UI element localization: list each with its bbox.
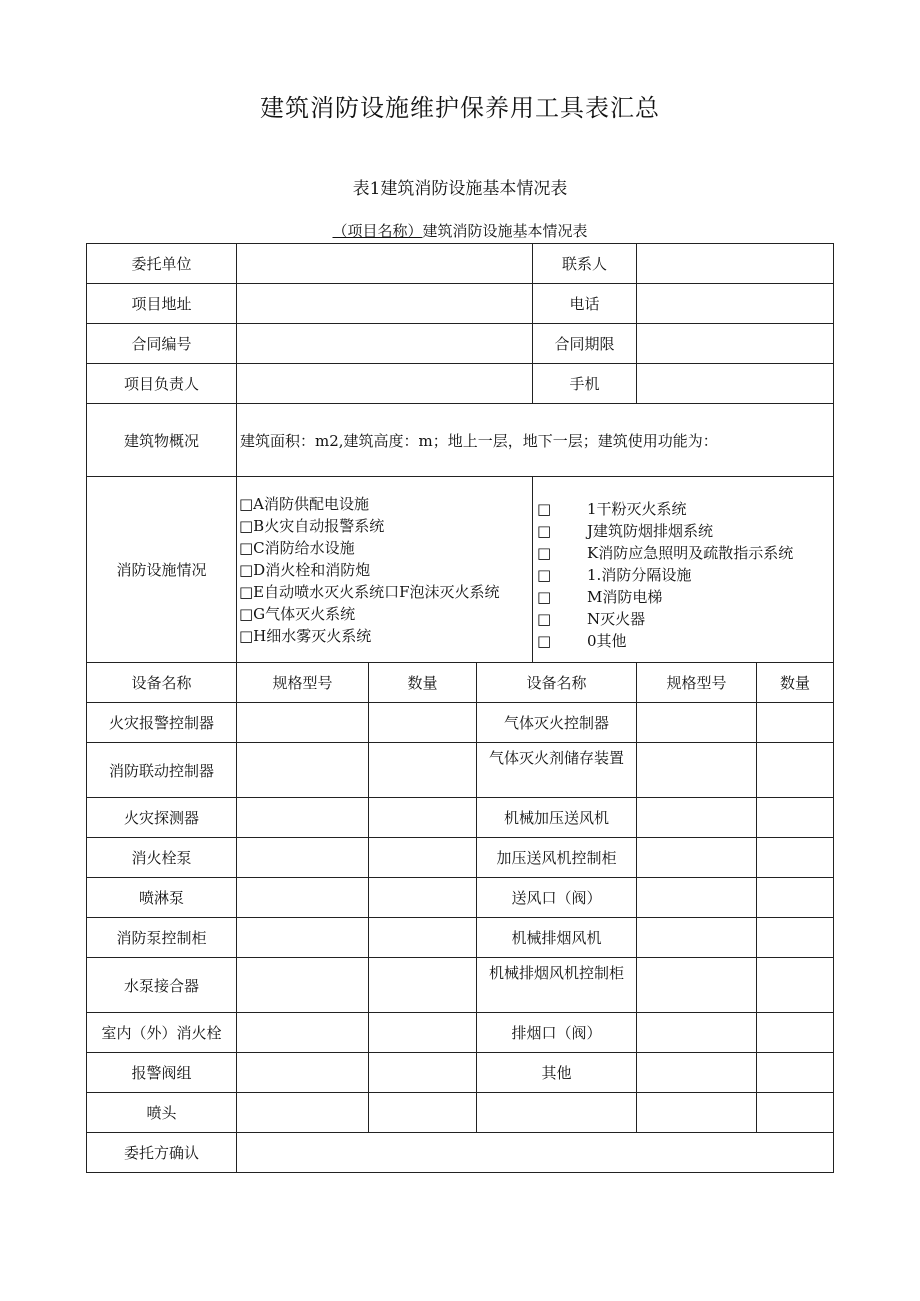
spec-cell[interactable] xyxy=(237,798,369,838)
facility-option-c[interactable]: □C消防给水设施 xyxy=(239,538,355,557)
quantity-cell[interactable] xyxy=(369,838,477,878)
client-value[interactable] xyxy=(237,244,533,284)
phone-value[interactable] xyxy=(637,284,834,324)
equipment-row xyxy=(87,1013,834,1053)
phone-label: 电话 xyxy=(533,284,637,324)
facility-option-label: N灭火器 xyxy=(587,610,646,628)
equipment-row xyxy=(87,918,834,958)
equipment-name: 火灾探测器 xyxy=(87,798,237,838)
facility-option-a[interactable]: □A消防供配电设施 xyxy=(239,494,370,513)
manager-value[interactable] xyxy=(237,364,533,404)
contact-label: 联系人 xyxy=(533,244,637,284)
facility-option-b[interactable]: □B火灾自动报警系统 xyxy=(239,516,385,535)
facility-option-i[interactable] xyxy=(537,498,831,520)
quantity-cell[interactable] xyxy=(369,918,477,958)
checkbox[interactable]: □ xyxy=(537,610,552,628)
checkbox[interactable]: □ xyxy=(537,566,552,584)
contract-term-label: 合同期限 xyxy=(533,324,637,364)
quantity-cell-2[interactable] xyxy=(757,878,834,918)
quantity-cell[interactable] xyxy=(369,1093,477,1133)
equipment-header-row xyxy=(87,663,834,703)
spec-cell[interactable] xyxy=(237,1053,369,1093)
equipment-row xyxy=(87,1053,834,1093)
caption-project-name: （项目名称） xyxy=(332,222,423,240)
facilities-left-cell xyxy=(237,477,533,663)
equipment-name-2[interactable] xyxy=(477,1093,637,1133)
facility-option-e-f[interactable]: □E自动喷水灭火系统口F泡沫灭火系统 xyxy=(239,582,500,601)
spec-cell-2[interactable] xyxy=(637,1013,757,1053)
facility-option-label: M消防电梯 xyxy=(587,588,663,606)
client-label: 委托单位 xyxy=(87,244,237,284)
header-spec-model: 规格型号 xyxy=(237,663,369,703)
row-contract xyxy=(87,324,834,364)
equipment-name-2: 送风口（阀） xyxy=(477,878,637,918)
spec-cell[interactable] xyxy=(237,703,369,743)
document-title: 建筑消防设施维护保养用工具表汇总 xyxy=(260,94,660,122)
quantity-cell[interactable] xyxy=(369,743,477,798)
quantity-cell[interactable] xyxy=(369,1013,477,1053)
equipment-row xyxy=(87,743,834,798)
checkbox[interactable]: □ xyxy=(537,522,552,540)
equipment-name: 火灾报警控制器 xyxy=(87,703,237,743)
spec-cell-2[interactable] xyxy=(637,743,757,798)
equipment-name: 消防泵控制柜 xyxy=(87,918,237,958)
mobile-label: 手机 xyxy=(533,364,637,404)
equipment-name-2: 机械加压送风机 xyxy=(477,798,637,838)
equipment-name: 消火栓泵 xyxy=(87,838,237,878)
row-building xyxy=(87,404,834,477)
contract-no-value[interactable] xyxy=(237,324,533,364)
quantity-cell-2[interactable] xyxy=(757,703,834,743)
facility-option-l[interactable] xyxy=(537,564,831,586)
building-label: 建筑物概况 xyxy=(87,404,237,477)
contract-no-label: 合同编号 xyxy=(87,324,237,364)
checkbox[interactable]: □ xyxy=(537,588,552,606)
quantity-cell[interactable] xyxy=(369,958,477,1013)
quantity-cell-2[interactable] xyxy=(757,1093,834,1133)
equipment-name-2: 机械排烟风机 xyxy=(477,918,637,958)
confirm-value[interactable] xyxy=(237,1133,834,1173)
equipment-row xyxy=(87,878,834,918)
equipment-name-2: 气体灭火控制器 xyxy=(477,703,637,743)
row-facilities xyxy=(87,477,834,663)
checkbox[interactable]: □ xyxy=(537,544,552,562)
spec-cell[interactable] xyxy=(237,878,369,918)
facility-option-d[interactable]: □D消火栓和消防炮 xyxy=(239,560,371,579)
quantity-cell-2[interactable] xyxy=(757,1053,834,1093)
equipment-name-2: 排烟口（阀） xyxy=(477,1013,637,1053)
equipment-row xyxy=(87,703,834,743)
caption-rest: 建筑消防设施基本情况表 xyxy=(422,222,588,240)
quantity-cell-2[interactable] xyxy=(757,918,834,958)
checkbox[interactable]: □ xyxy=(537,500,552,518)
table-caption xyxy=(0,220,920,241)
facility-option-o[interactable] xyxy=(537,630,831,652)
spec-cell[interactable] xyxy=(237,958,369,1013)
quantity-cell-2[interactable] xyxy=(757,838,834,878)
facilities-right-cell xyxy=(533,477,834,663)
equipment-name: 喷头 xyxy=(87,1093,237,1133)
spec-cell-2[interactable] xyxy=(637,838,757,878)
equipment-name: 消防联动控制器 xyxy=(87,743,237,798)
manager-label: 项目负责人 xyxy=(87,364,237,404)
spec-cell-2[interactable] xyxy=(637,703,757,743)
equipment-name-2: 其他 xyxy=(477,1053,637,1093)
spec-cell-2[interactable] xyxy=(637,1053,757,1093)
facility-option-label: 0其他 xyxy=(587,632,627,650)
quantity-cell-2[interactable] xyxy=(757,798,834,838)
spec-cell[interactable] xyxy=(237,838,369,878)
header-quantity-2: 数量 xyxy=(757,663,834,703)
spec-cell[interactable] xyxy=(237,918,369,958)
facility-option-k[interactable] xyxy=(537,542,831,564)
equipment-row xyxy=(87,838,834,878)
address-label: 项目地址 xyxy=(87,284,237,324)
equipment-name-2: 机械排烟风机控制柜 xyxy=(477,958,637,1013)
facility-option-label: K消防应急照明及疏散指示系统 xyxy=(587,544,794,562)
quantity-cell-2[interactable] xyxy=(757,1013,834,1053)
row-manager xyxy=(87,364,834,404)
equipment-row xyxy=(87,798,834,838)
quantity-cell-2[interactable] xyxy=(757,958,834,1013)
facility-option-label: J建筑防烟排烟系统 xyxy=(587,522,714,540)
row-confirm xyxy=(87,1133,834,1173)
row-address xyxy=(87,284,834,324)
spec-cell-2[interactable] xyxy=(637,918,757,958)
equipment-row xyxy=(87,1093,834,1133)
facility-option-n[interactable] xyxy=(537,608,831,630)
header-equipment-name: 设备名称 xyxy=(87,663,237,703)
address-value[interactable] xyxy=(237,284,533,324)
facility-option-h[interactable]: □H细水雾灭火系统 xyxy=(239,626,372,645)
spec-cell-2[interactable] xyxy=(637,958,757,1013)
facility-option-label: 1干粉灭火系统 xyxy=(587,500,687,518)
table-subtitle: 表1建筑消防设施基本情况表 xyxy=(352,179,568,199)
facility-option-j[interactable] xyxy=(537,520,831,542)
contract-term-value[interactable] xyxy=(637,324,834,364)
quantity-cell[interactable] xyxy=(369,703,477,743)
equipment-name: 报警阀组 xyxy=(87,1053,237,1093)
spec-cell[interactable] xyxy=(237,1093,369,1133)
contact-value[interactable] xyxy=(637,244,834,284)
spec-cell-2[interactable] xyxy=(637,1093,757,1133)
quantity-cell-2[interactable] xyxy=(757,743,834,798)
equipment-row xyxy=(87,958,834,1013)
checkbox[interactable]: □ xyxy=(537,632,552,650)
quantity-cell[interactable] xyxy=(369,1053,477,1093)
header-equipment-name-2: 设备名称 xyxy=(477,663,637,703)
equipment-name-2: 加压送风机控制柜 xyxy=(477,838,637,878)
equipment-name: 水泵接合器 xyxy=(87,958,237,1013)
facility-info-table xyxy=(86,243,834,1173)
confirm-label: 委托方确认 xyxy=(87,1133,237,1173)
facility-option-label: 1.消防分隔设施 xyxy=(587,566,692,584)
header-spec-model-2: 规格型号 xyxy=(637,663,757,703)
spec-cell[interactable] xyxy=(237,743,369,798)
building-description[interactable]: 建筑面积：m2,建筑高度：m；地上一层，地下一层；建筑使用功能为： xyxy=(237,404,834,477)
facility-option-g[interactable]: □G气体灭火系统 xyxy=(239,604,356,623)
spec-cell-2[interactable] xyxy=(637,878,757,918)
quantity-cell[interactable] xyxy=(369,798,477,838)
equipment-name: 喷淋泵 xyxy=(87,878,237,918)
spec-cell[interactable] xyxy=(237,1013,369,1053)
mobile-value[interactable] xyxy=(637,364,834,404)
header-quantity: 数量 xyxy=(369,663,477,703)
equipment-name: 室内（外）消火栓 xyxy=(87,1013,237,1053)
facilities-label: 消防设施情况 xyxy=(87,477,237,663)
spec-cell-2[interactable] xyxy=(637,798,757,838)
quantity-cell[interactable] xyxy=(369,878,477,918)
facility-option-m[interactable] xyxy=(537,586,831,608)
row-client xyxy=(87,244,834,284)
equipment-name-2: 气体灭火剂储存装置 xyxy=(477,743,637,798)
